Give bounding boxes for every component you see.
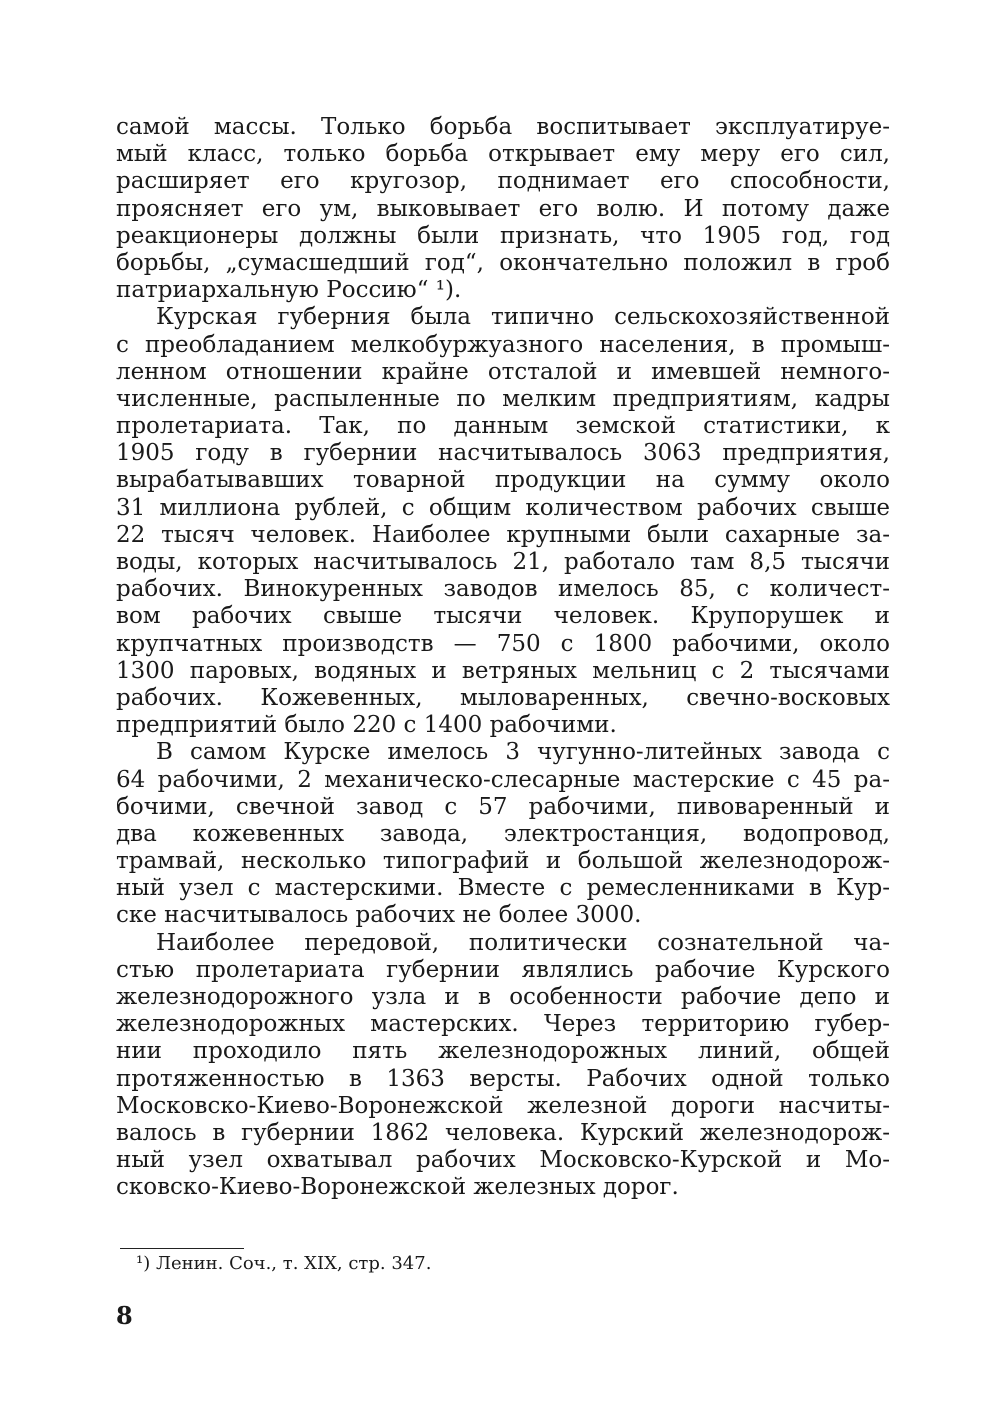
text-line: проясняет его ум, выковывает его волю. И потому даже	[116, 195, 890, 222]
text-line: два кожевенных завода, электростанция, водопровод,	[116, 820, 890, 847]
text-line: рабочих. Винокуренных заводов имелось 85, с количест-	[116, 576, 890, 603]
text-line: протяженностью в 1363 версты. Рабочих одной только	[116, 1065, 890, 1092]
text-line: 64 рабочими, 2 механическо-слесарные мастерские с 45 ра-	[116, 766, 890, 793]
text-line: рабочих. Кожевенных, мыловаренных, свечно-восковых	[116, 684, 890, 711]
text-line: сковско-Киево-Воронежской железных дорог.	[116, 1174, 679, 1201]
text-line: бочими, свечной завод с 57 рабочими, пивоваренный и	[116, 793, 890, 820]
text-line: ске насчитывалось рабочих не более 3000.	[116, 902, 642, 929]
text-line: стью пролетариата губернии являлись рабочие Курского	[116, 956, 890, 983]
text-line: патриархальную Россию“ ¹).	[116, 277, 462, 304]
page-number: 8	[116, 1301, 133, 1330]
text-line: с преобладанием мелкобуржуазного населения, в промыш-	[116, 331, 890, 358]
text-line: ленном отношении крайне отсталой и имевшей немного-	[116, 358, 890, 385]
text-line: железнодорожных мастерских. Через территорию губер-	[116, 1011, 890, 1038]
text-line: нии проходило пять железнодорожных линий, общей	[116, 1038, 890, 1065]
paragraph	[116, 114, 890, 304]
text-line: борьбы, „сумасшедший год“, окончательно положил в гроб	[116, 249, 890, 276]
text-line: валось в губернии 1862 человека. Курский железнодорож-	[116, 1119, 890, 1146]
text-line: трамвай, несколько типографий и большой железнодорож-	[116, 848, 890, 875]
text-line: численные, распыленные по мелким предприятиям, кадры	[116, 385, 890, 412]
text-line: вом рабочих свыше тысячи человек. Крупорушек и	[116, 603, 890, 630]
text-line: предприятий было 220 с 1400 рабочими.	[116, 712, 617, 739]
text-line: В самом Курске имелось 3 чугунно-литейных завода с	[156, 739, 890, 766]
text-line: 1905 году в губернии насчитывалось 3063 предприятия,	[116, 440, 890, 467]
text-line: реакционеры должны были признать, что 1905 год, год	[116, 222, 890, 249]
footnote: ¹) Ленин. Соч., т. XIX, стр. 347.	[136, 1253, 432, 1274]
text-line: воды, которых насчитывалось 21, работало там 8,5 тысячи	[116, 549, 890, 575]
text-line: 1300 паровых, водяных и ветряных мельниц с 2 тысячами	[116, 657, 890, 684]
text-line: Курская губерния была типично сельскохозяйственной	[156, 304, 890, 331]
text-line: 31 миллиона рублей, с общим количеством рабочих свыше	[116, 494, 890, 521]
text-line: пролетариата. Так, по данным земской статистики, к	[116, 413, 890, 440]
paragraph	[116, 930, 890, 1202]
text-line: ный узел охватывал рабочих Московско-Курской и Мо-	[116, 1147, 890, 1174]
text-line: крупчатных производств — 750 с 1800 рабочими, около	[116, 630, 890, 657]
text-line: железнодорожного узла и в особенности рабочие депо и	[116, 984, 890, 1010]
text-line: расширяет его кругозор, поднимает его способности,	[116, 168, 890, 195]
body-text	[116, 114, 890, 1202]
text-line: 22 тысяч человек. Наиболее крупными были сахарные за-	[116, 521, 890, 548]
text-line: мый класс, только борьба открывает ему меру его сил,	[116, 141, 890, 168]
text-line: Московско-Киево-Воронежской железной дороги насчиты-	[116, 1092, 890, 1119]
paragraph	[116, 304, 890, 739]
text-line: Наиболее передовой, политически сознательной ча-	[156, 929, 890, 956]
footnote-divider	[120, 1248, 244, 1249]
paragraph	[116, 739, 890, 929]
text-line: вырабатывавших товарной продукции на сумму около	[116, 467, 890, 494]
text-line: самой массы. Только борьба воспитывает эксплуатируе-	[116, 114, 890, 140]
text-line: ный узел с мастерскими. Вместе с ремесленниками в Кур-	[116, 875, 890, 902]
